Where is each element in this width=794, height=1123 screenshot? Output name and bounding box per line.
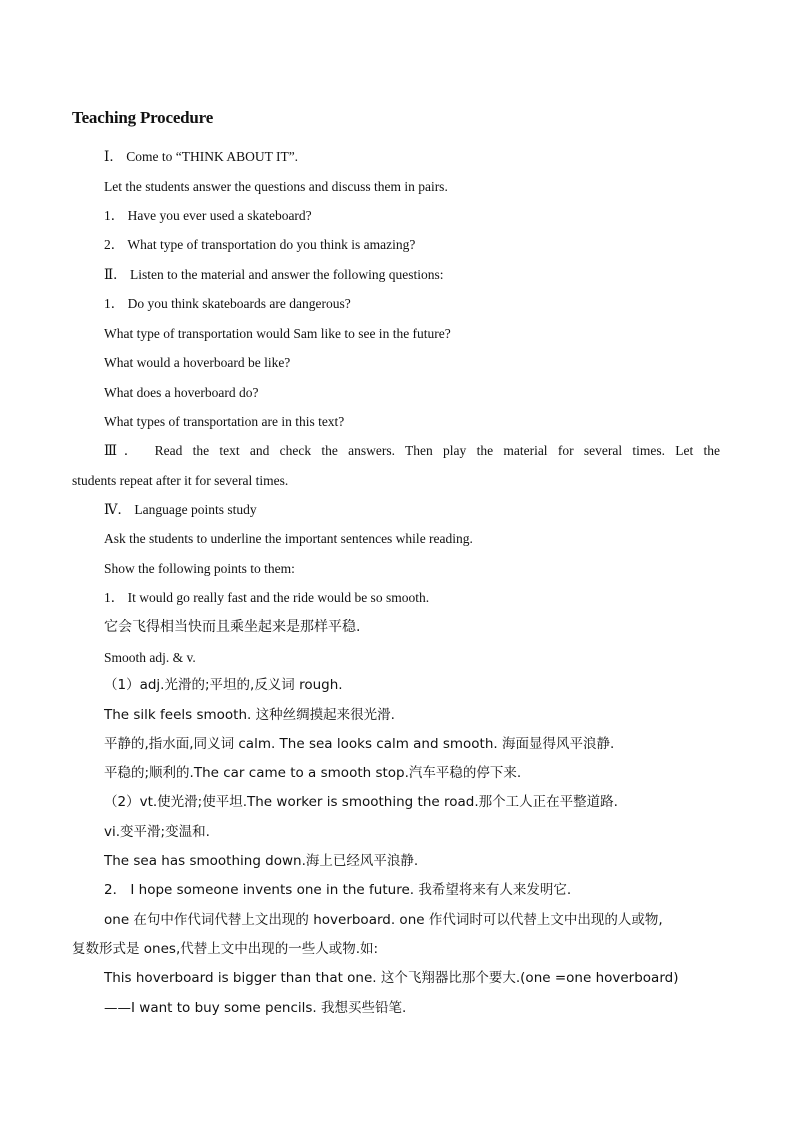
text-line: 平静的,指水面,同义词 calm. The sea looks calm and smooth. 海面显得风平浪静.	[104, 736, 615, 752]
section-4-heading: Ⅳ． Language points study	[104, 502, 257, 517]
question-2: 2． What type of transportation do you think is amazing?	[104, 237, 416, 252]
text-line: vi.变平滑;变温和.	[104, 824, 210, 840]
question-line: 1． Do you think skateboards are dangerous?	[104, 296, 351, 311]
text-line: 复数形式是 ones,代替上文中出现的一些人或物.如:	[72, 941, 379, 957]
question-line: What does a hoverboard do?	[104, 385, 259, 400]
text-line: （1）adj.光滑的;平坦的,反义词 rough.	[104, 677, 343, 693]
text-line: The silk feels smooth. 这种丝绸摸起来很光滑.	[104, 707, 395, 723]
section-3-heading: Ⅲ． Read the text and check the answers. Then play the material for several times. Let the	[104, 443, 720, 458]
text-line: Let the students answer the questions and discuss them in pairs.	[104, 179, 448, 194]
section-2-heading: Ⅱ． Listen to the material and answer the following questions:	[104, 267, 444, 282]
text-line: students repeat after it for several times.	[72, 473, 289, 488]
question-1: 1． Have you ever used a skateboard?	[104, 208, 312, 223]
text-line: The sea has smoothing down.海上已经风平浪静.	[104, 853, 419, 869]
point-1: 1． It would go really fast and the ride would be so smooth.	[104, 590, 430, 605]
text-line: Ask the students to underline the important sentences while reading.	[104, 531, 473, 546]
page-title: Teaching Procedure	[72, 108, 214, 127]
text-line: one 在句中作代词代替上文出现的 hoverboard. one 作代词时可以代替上文中出现的人或物,	[104, 912, 663, 928]
text-line: 平稳的;顺利的.The car came to a smooth stop.汽车平稳的停下来.	[104, 765, 522, 781]
point-2: 2． I hope someone invents one in the future. 我希望将来有人来发明它.	[104, 882, 572, 898]
text-line: ——I want to buy some pencils. 我想买些铅笔.	[104, 1000, 407, 1016]
translation-line: 它会飞得相当快而且乘坐起来是那样平稳.	[104, 619, 361, 635]
text-line: Smooth adj. & v.	[104, 650, 196, 665]
text-line: Show the following points to them:	[104, 561, 295, 576]
text-line: （2）vt.使光滑;使平坦.The worker is smoothing the road.那个工人正在平整道路.	[104, 794, 618, 810]
text-line: This hoverboard is bigger than that one. 这个飞翔器比那个要大.(one =one hoverboard)	[104, 970, 679, 986]
section-1-heading: Ⅰ． Come to “THINK ABOUT IT”.	[104, 149, 299, 164]
question-line: What type of transportation would Sam like to see in the future?	[104, 326, 451, 341]
question-line: What types of transportation are in this text?	[104, 414, 345, 429]
question-line: What would a hoverboard be like?	[104, 355, 291, 370]
